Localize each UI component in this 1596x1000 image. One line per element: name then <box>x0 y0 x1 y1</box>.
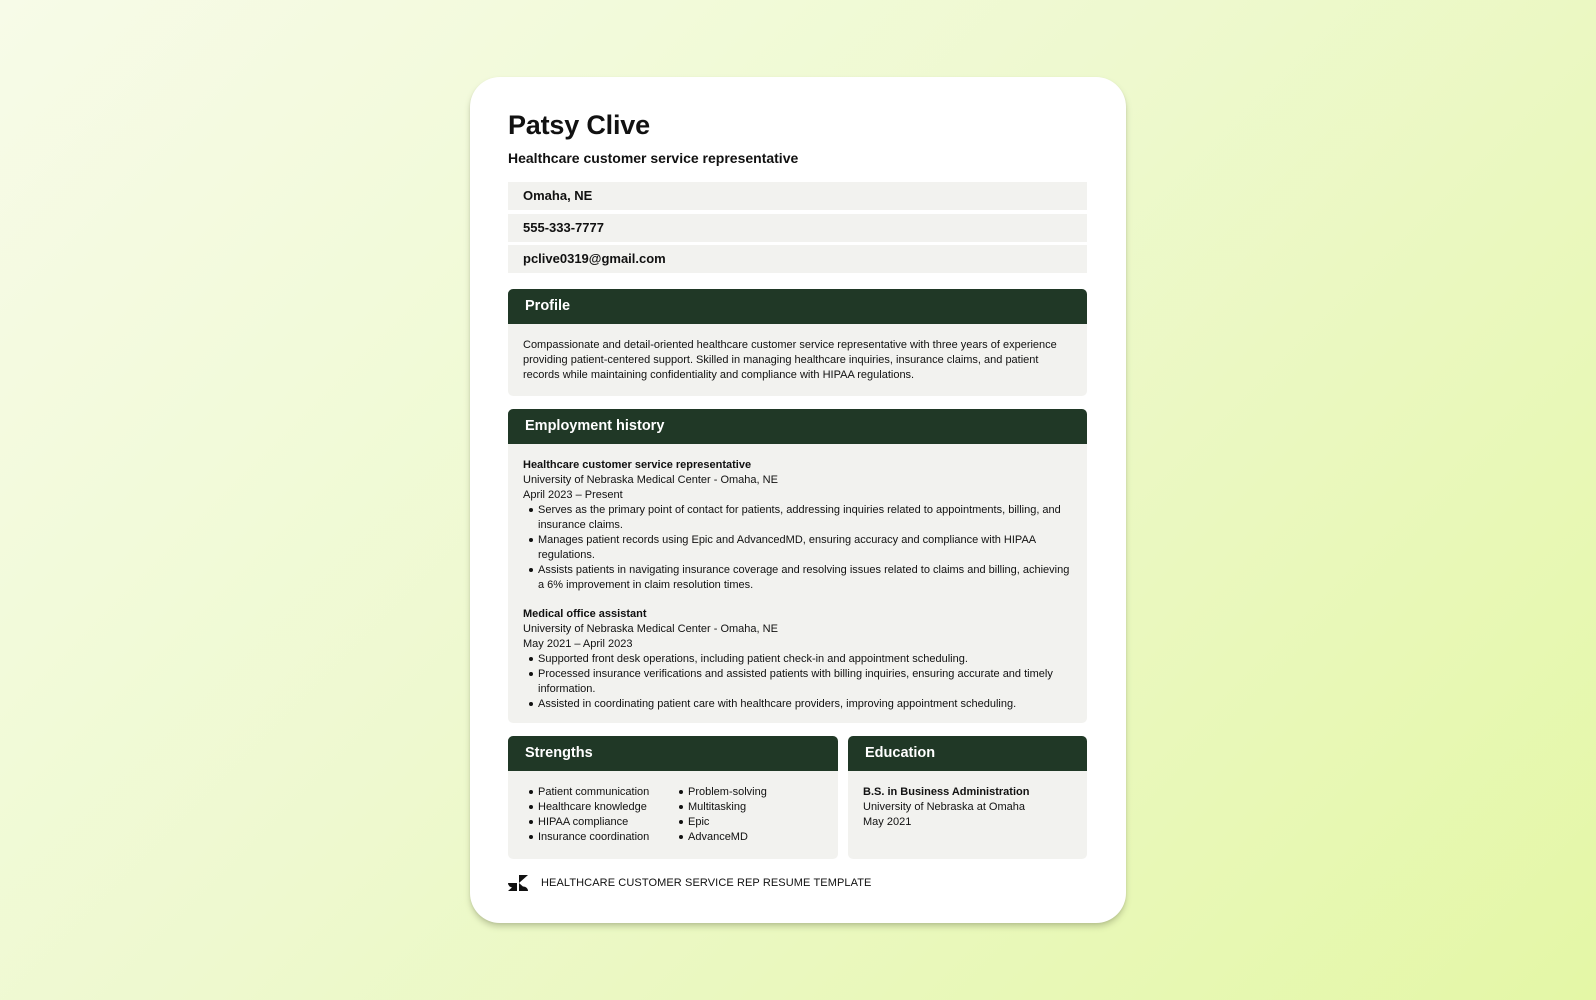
job-bullet: Processed insurance verifications and assisted patients with billing inquiries, ensuring accurate and timely information. <box>523 667 1072 697</box>
strength-item: HIPAA compliance <box>523 815 673 830</box>
education-heading: Education <box>848 736 1087 771</box>
strengths-section <box>508 736 838 859</box>
resume-name: Patsy Clive <box>508 110 650 140</box>
employment-heading: Employment history <box>508 409 1087 444</box>
job-entry <box>523 458 1072 593</box>
strength-item: Problem-solving <box>673 785 823 800</box>
employment-body <box>508 444 1087 723</box>
template-footer <box>508 875 872 891</box>
job-entry <box>523 607 1072 712</box>
education-body <box>848 771 1087 844</box>
strength-item: Multitasking <box>673 800 823 815</box>
strength-item: Insurance coordination <box>523 830 673 845</box>
strength-item: Healthcare knowledge <box>523 800 673 815</box>
footer-text: HEALTHCARE CUSTOMER SERVICE REP RESUME TEMPLATE <box>541 877 872 889</box>
strength-item: Epic <box>673 815 823 830</box>
education-date: May 2021 <box>863 816 912 828</box>
job-title: Medical office assistant <box>523 608 647 620</box>
contact-location: Omaha, NE <box>508 182 1087 210</box>
job-dates: May 2021 – April 2023 <box>523 638 633 650</box>
education-section <box>848 736 1087 859</box>
job-bullet: Assisted in coordinating patient care with healthcare providers, improving appointment scheduling. <box>523 697 1072 712</box>
job-bullets <box>523 503 1072 593</box>
strength-item: Patient communication <box>523 785 673 800</box>
strengths-heading: Strengths <box>508 736 838 771</box>
job-bullet: Manages patient records using Epic and AdvancedMD, ensuring accuracy and compliance with HIPAA regulations. <box>523 533 1072 563</box>
resume-title: Healthcare customer service representative <box>508 150 799 166</box>
resume-card <box>470 77 1126 923</box>
strengths-column <box>523 785 673 845</box>
job-bullets <box>523 652 1072 712</box>
job-employer: University of Nebraska Medical Center - Omaha, NE <box>523 623 778 635</box>
job-employer: University of Nebraska Medical Center - Omaha, NE <box>523 474 778 486</box>
job-dates: April 2023 – Present <box>523 489 623 501</box>
profile-section <box>508 289 1087 396</box>
zendesk-logo-icon <box>508 875 528 891</box>
job-title: Healthcare customer service representative <box>523 459 752 471</box>
profile-text: Compassionate and detail-oriented healthcare customer service representative with three years of experience providing patient-centered support. Skilled in managing healthcare inquiries, insurance claims, and patient records while maintaining confidentiality and compliance with HIPAA regulations. <box>523 339 1057 381</box>
contact-email: pclive0319@gmail.com <box>508 245 1087 273</box>
strength-item: AdvanceMD <box>673 830 823 845</box>
job-bullet: Supported front desk operations, including patient check-in and appointment scheduling. <box>523 652 1072 667</box>
strengths-body <box>508 771 838 859</box>
profile-heading: Profile <box>508 289 1087 324</box>
strengths-column <box>673 785 823 845</box>
employment-section <box>508 409 1087 723</box>
contact-phone: 555-333-7777 <box>508 214 1087 242</box>
job-bullet: Serves as the primary point of contact for patients, addressing inquiries related to appointments, billing, and insurance claims. <box>523 503 1072 533</box>
job-bullet: Assists patients in navigating insurance coverage and resolving issues related to claims and billing, achieving a 6% improvement in claim resolution times. <box>523 563 1072 593</box>
education-school: University of Nebraska at Omaha <box>863 801 1026 813</box>
education-degree: B.S. in Business Administration <box>863 786 1030 798</box>
